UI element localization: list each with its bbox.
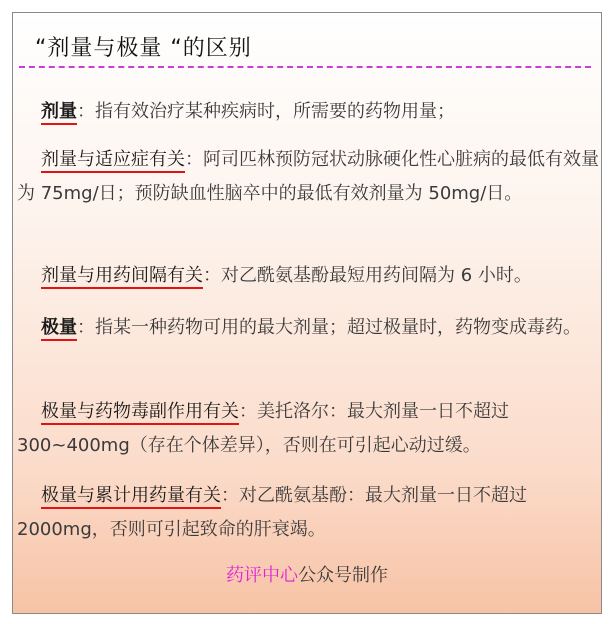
term-dosage-interval: 剂量与用药间隔有关 [41, 265, 203, 289]
footer-text: 公众号制作 [298, 565, 388, 586]
paragraph-text: 对乙酰氨基酚：最大剂量一日不超过 2000mg，否则可引起致命的肝衰竭。 [17, 485, 527, 540]
paragraph-max-dose-cumulative: 极量与累计用药量有关：对乙酰氨基酚：最大剂量一日不超过 2000mg，否则可引起致命的肝衰竭。 [17, 485, 527, 540]
brand-name: 药评中心 [226, 565, 298, 586]
term-max-dose-toxicity: 极量与药物毒副作用有关 [41, 401, 239, 425]
term-max-dose-cumulative: 极量与累计用药量有关 [41, 485, 221, 509]
paragraph-dosage-indication: 剂量与适应症有关：阿司匹林预防冠状动脉硬化性心脏病的最低有效量为 75mg/日；预防缺血性脑卒中的最低有效剂量为 50mg/日。 [17, 149, 599, 204]
info-card [12, 12, 602, 614]
paragraph-max-dose-toxicity: 极量与药物毒副作用有关：美托洛尔：最大剂量一日不超过 300~400mg（存在个体差异），否则在可引起心动过缓。 [17, 401, 509, 456]
term-max-dose: 极量 [41, 317, 77, 341]
paragraph-text: 指某一种药物可用的最大剂量；超过极量时，药物变成毒药。 [95, 317, 581, 338]
term-dosage-indication: 剂量与适应症有关 [41, 149, 185, 173]
dashed-divider [19, 66, 591, 68]
paragraph-text: 美托洛尔：最大剂量一日不超过 300~400mg（存在个体差异），否则在可引起心动过缓。 [17, 401, 509, 456]
paragraph-dosage: 剂量：指有效治疗某种疾病时，所需要的药物用量； [17, 95, 599, 129]
paragraph-max-dose: 极量：指某一种药物可用的最大剂量；超过极量时，药物变成毒药。 [17, 311, 599, 345]
paragraph-dosage-interval: 剂量与用药间隔有关：对乙酰氨基酚最短用药间隔为 6 小时。 [17, 259, 599, 293]
footer-credit [13, 561, 601, 587]
page-title: “剂量与极量 “的区别 [35, 36, 252, 61]
paragraph-text: 对乙酰氨基酚最短用药间隔为 6 小时。 [221, 265, 532, 286]
paragraph-text: 指有效治疗某种疾病时，所需要的药物用量； [95, 101, 455, 122]
term-dosage: 剂量 [41, 101, 77, 125]
paragraph-text: 阿司匹林预防冠状动脉硬化性心脏病的最低有效量为 75mg/日；预防缺血性脑卒中的最低有效剂量为 50mg/日。 [17, 149, 599, 204]
